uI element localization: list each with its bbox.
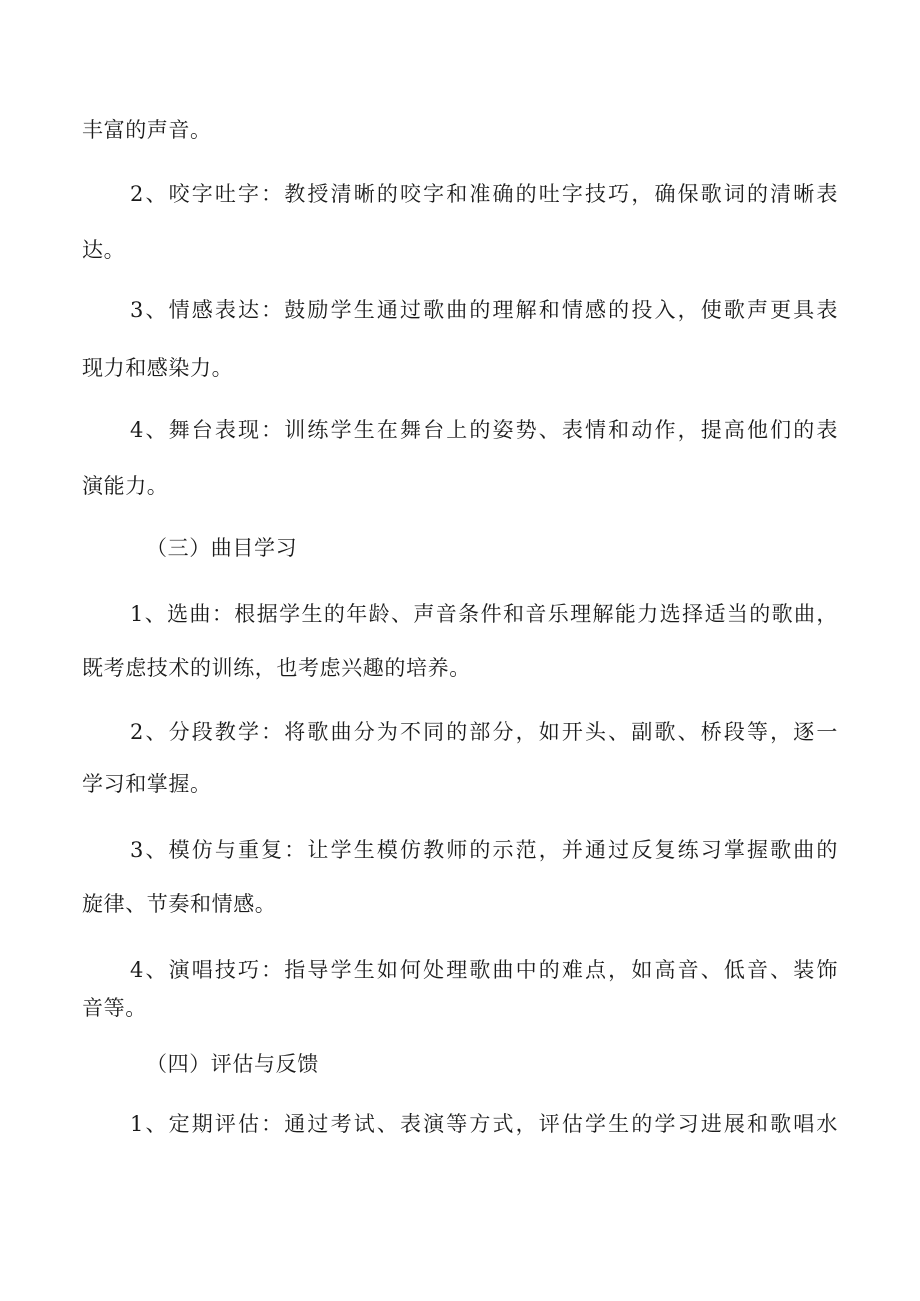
paragraph-line: 1、定期评估：通过考试、表演等方式，评估学生的学习进展和歌唱水 [130,1112,838,1136]
section-heading: （四）评估与反馈 [146,1052,319,1076]
paragraph-line: 4、舞台表现：训练学生在舞台上的姿势、表情和动作，提高他们的表 [130,418,838,442]
paragraph-line: 2、咬字吐字：教授清晰的咬字和准确的吐字技巧，确保歌词的清晰表 [130,182,838,206]
paragraph-line: 旋律、节奏和情感。 [82,892,277,916]
paragraph-line: 3、模仿与重复：让学生模仿教师的示范，并通过反复练习掌握歌曲的 [130,838,838,862]
paragraph-line: 3、情感表达：鼓励学生通过歌曲的理解和情感的投入，使歌声更具表 [130,298,838,322]
paragraph-line: 4、演唱技巧：指导学生如何处理歌曲中的难点，如高音、低音、装饰 [130,958,838,982]
paragraph-line: 丰富的声音。 [82,118,212,142]
paragraph-line: 达。 [82,238,126,262]
paragraph-line: 音等。 [82,996,147,1020]
paragraph-line: 演能力。 [82,474,169,498]
section-heading: （三）曲目学习 [146,536,298,560]
paragraph-line: 2、分段教学：将歌曲分为不同的部分，如开头、副歌、桥段等，逐一 [130,720,838,744]
paragraph-line: 既考虑技术的训练，也考虑兴趣的培养。 [82,656,471,680]
paragraph-line: 1、选曲：根据学生的年龄、声音条件和音乐理解能力选择适当的歌曲， [130,602,838,626]
paragraph-line: 学习和掌握。 [82,772,212,796]
paragraph-line: 现力和感染力。 [82,356,234,380]
